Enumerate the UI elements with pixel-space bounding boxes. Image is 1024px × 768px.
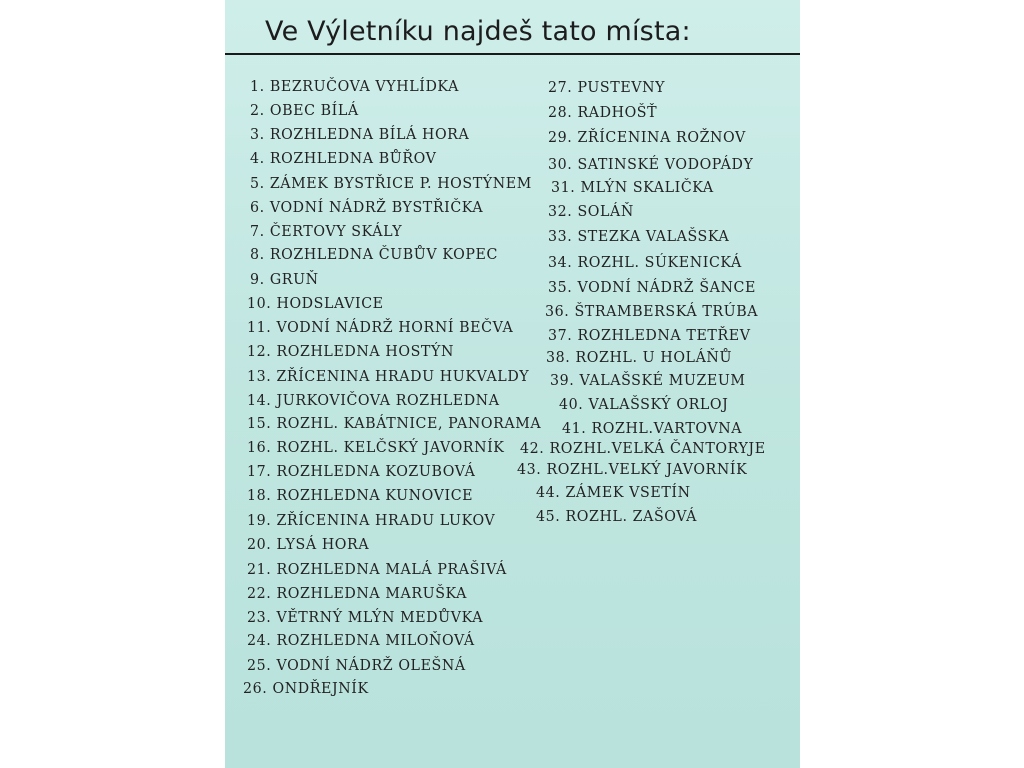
list-item: 18. ROZHLEDNA KUNOVICE [247,488,474,504]
list-item: 43. ROZHL.VELKÝ JAVORNÍK [517,462,748,478]
list-item: 12. ROZHLEDNA HOSTÝN [247,344,454,360]
list-item: 26. ONDŘEJNÍK [243,681,369,697]
list-item: 2. OBEC BÍLÁ [250,103,359,119]
list-item: 45. ROZHL. ZAŠOVÁ [536,509,698,525]
list-item: 13. ZŘÍCENINA HRADU HUKVALDY [247,369,530,385]
list-item: 39. VALAŠSKÉ MUZEUM [550,373,746,389]
list-item: 15. ROZHL. KABÁTNICE, PANORAMA [247,416,542,432]
list-item: 36. ŠTRAMBERSKÁ TRÚBA [545,304,759,320]
list-item: 21. ROZHLEDNA MALÁ PRAŠIVÁ [247,562,507,578]
list-item: 19. ZŘÍCENINA HRADU LUKOV [247,513,496,529]
list-item: 30. SATINSKÉ VODOPÁDY [548,157,754,173]
list-item: 9. GRUŇ [250,272,319,288]
list-item: 20. LYSÁ HORA [247,537,370,553]
list-item: 16. ROZHL. KELČSKÝ JAVORNÍK [247,440,505,456]
list-item: 27. PUSTEVNY [548,80,666,96]
list-item: 17. ROZHLEDNA KOZUBOVÁ [247,464,476,480]
list-item: 37. ROZHLEDNA TETŘEV [548,328,751,344]
list-item: 28. RADHOŠŤ [548,105,658,121]
list-page [225,0,800,768]
list-item: 7. ČERTOVY SKÁLY [250,224,403,240]
list-item: 38. ROZHL. U HOLÁŇŮ [546,350,733,366]
list-item: 31. MLÝN SKALIČKA [551,180,714,196]
list-item: 23. VĚTRNÝ MLÝN MEDŮVKA [247,610,484,626]
list-item: 10. HODSLAVICE [247,296,384,312]
list-item: 11. VODNÍ NÁDRŽ HORNÍ BEČVA [247,320,514,336]
list-item: 34. ROZHL. SÚKENICKÁ [548,255,742,271]
list-item: 24. ROZHLEDNA MILOŇOVÁ [247,633,475,649]
list-item: 5. ZÁMEK BYSTŘICE P. HOSTÝNEM [250,176,532,192]
list-item: 32. SOLÁŇ [548,204,634,220]
list-item: 29. ZŘÍCENINA ROŽNOV [548,130,746,146]
list-item: 41. ROZHL.VARTOVNA [562,421,743,437]
title-underline [225,53,800,55]
list-item: 1. BEZRUČOVA VYHLÍDKA [250,79,459,95]
list-item: 44. ZÁMEK VSETÍN [536,485,691,501]
page-title: Ve Výletníku najdeš tato místa: [265,16,691,47]
list-item: 35. VODNÍ NÁDRŽ ŠANCE [548,280,756,296]
list-item: 8. ROZHLEDNA ČUBŮV KOPEC [250,247,498,263]
list-item: 40. VALAŠSKÝ ORLOJ [559,397,729,413]
list-item: 14. JURKOVIČOVA ROZHLEDNA [247,393,500,409]
list-item: 22. ROZHLEDNA MARUŠKA [247,586,468,602]
list-item: 3. ROZHLEDNA BÍLÁ HORA [250,127,470,143]
list-item: 25. VODNÍ NÁDRŽ OLEŠNÁ [247,658,466,674]
list-item: 42. ROZHL.VELKÁ ČANTORYJE [520,441,766,457]
list-item: 33. STEZKA VALAŠSKA [548,229,730,245]
list-item: 4. ROZHLEDNA BŮŘOV [250,151,437,167]
list-item: 6. VODNÍ NÁDRŽ BYSTŘIČKA [250,200,484,216]
